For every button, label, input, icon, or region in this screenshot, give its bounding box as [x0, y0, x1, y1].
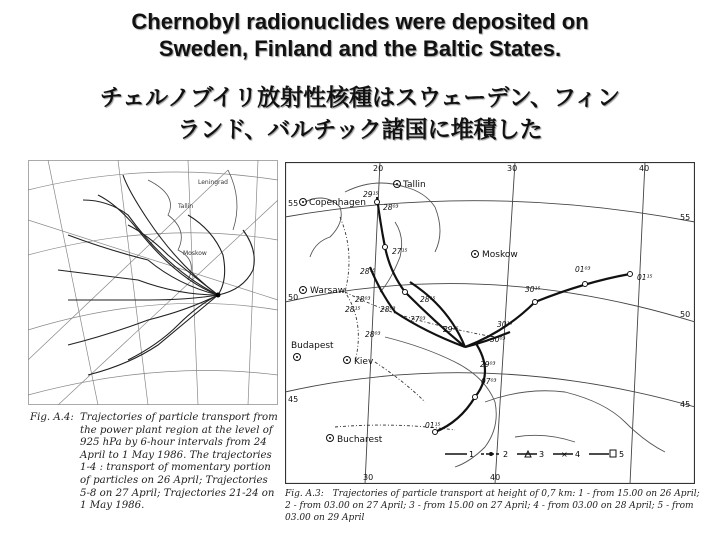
- lat-label-1: 55: [288, 199, 299, 208]
- title-line-1: Chernobyl radionuclides were deposited on: [131, 9, 589, 34]
- city-warsaw: Warsaw: [310, 286, 346, 296]
- left-label-leningrad: Leningrad: [198, 179, 228, 186]
- time-label-15: 07⁰³: [481, 377, 497, 386]
- left-trajectory-map: [28, 160, 278, 405]
- time-label-8: 28¹⁵: [420, 295, 436, 304]
- lon-label-2: 30: [507, 164, 518, 173]
- right-figure-label: Fig. A.3:: [285, 489, 324, 499]
- time-label-11: 30⁰³: [490, 335, 506, 344]
- time-label-17: 30¹⁵: [525, 285, 541, 294]
- time-label-0: 29¹⁵: [363, 190, 379, 199]
- left-label-tallin: Tallin: [178, 203, 194, 210]
- city-copenhagen: Copenhagen: [309, 198, 366, 208]
- title-jp-line-2: ランド、バルチック諸国に堆積した: [177, 117, 543, 143]
- time-label-2: 28¹⁵: [360, 267, 376, 276]
- city-kiev: Kiev: [354, 357, 374, 367]
- city-tallin: Tallin: [403, 180, 426, 190]
- lat-label-2: 50: [288, 293, 299, 302]
- right-figure-caption-text: Trajectories of particle transport at height of 0,7 km: 1 - from 15.00 on 26 April; 2 - from 03.00 on 27 April; 3 - from 15.00 on 27 April; 4 - from 03.00 on 28 April; 5 - from 03.00 on 29 April: [285, 489, 700, 523]
- left-figure-caption-text: Trajectories of particle transport from the power plant region at the level of 925 hPa by 6-hour intervals from 24 April to 1 May 1986. The trajectories 1-4 : transport of momentary portion of particles on 26 April; Trajectories 5-8 on 27 April; Trajectories 21-24 on 1 May 1986.: [80, 412, 278, 512]
- city-moskow: Moskow: [482, 250, 518, 260]
- legend-3: 3: [539, 450, 545, 459]
- legend-5: 5: [619, 450, 625, 459]
- left-figure-label: Fig. A.4:: [30, 412, 74, 423]
- lat-label-3: 45: [288, 395, 299, 404]
- slide-title-english: [0, 8, 720, 62]
- time-label-6: 28¹⁵: [345, 305, 361, 314]
- time-label-10: 29¹⁵: [443, 325, 459, 334]
- left-map-graphic: [28, 160, 278, 405]
- lon-label-5: 40: [490, 473, 501, 482]
- legend-2: 2: [503, 450, 509, 459]
- svg-text:×: ×: [561, 450, 568, 459]
- right-figure-caption: [285, 488, 705, 524]
- right-trajectory-map: [285, 162, 695, 484]
- legend-1: 1: [469, 450, 475, 459]
- time-label-7: 27⁰³: [410, 315, 426, 324]
- time-label-14: 01¹⁵: [637, 273, 653, 282]
- lon-label-4: 30: [363, 473, 374, 482]
- left-map-frame: [29, 161, 278, 405]
- legend-4: 4: [575, 450, 581, 459]
- title-jp-line-1: チェルノブイリ放射性核種はスウェーデン、フィン: [99, 85, 621, 111]
- slide-title-japanese: [0, 82, 720, 146]
- right-map-graphic: [285, 162, 695, 484]
- time-label-16: 01¹⁵: [425, 421, 441, 430]
- city-budapest: Budapest: [291, 341, 334, 351]
- title-line-2: Sweden, Finland and the Baltic States.: [158, 36, 562, 61]
- time-label-1: 28⁰³: [383, 203, 399, 212]
- lon-label-1: 20: [373, 164, 384, 173]
- lon-label-3: 40: [639, 164, 650, 173]
- lat-label-4: 55: [680, 213, 691, 222]
- time-label-18: 29⁰³: [480, 360, 496, 369]
- time-label-9: 28⁰³: [365, 330, 381, 339]
- time-label-3: 27¹⁵: [392, 247, 408, 256]
- lat-label-5: 50: [680, 310, 691, 319]
- time-label-13: 01⁰³: [575, 265, 591, 274]
- time-label-5: 28⁰³: [380, 305, 396, 314]
- city-bucharest: Bucharest: [337, 435, 383, 445]
- left-label-moskow: Moskow: [183, 250, 207, 257]
- chernobyl-marker: [216, 293, 221, 298]
- lat-label-6: 45: [680, 400, 691, 409]
- time-label-12: 30¹⁵: [497, 320, 513, 329]
- time-label-4: 28⁰³: [355, 295, 371, 304]
